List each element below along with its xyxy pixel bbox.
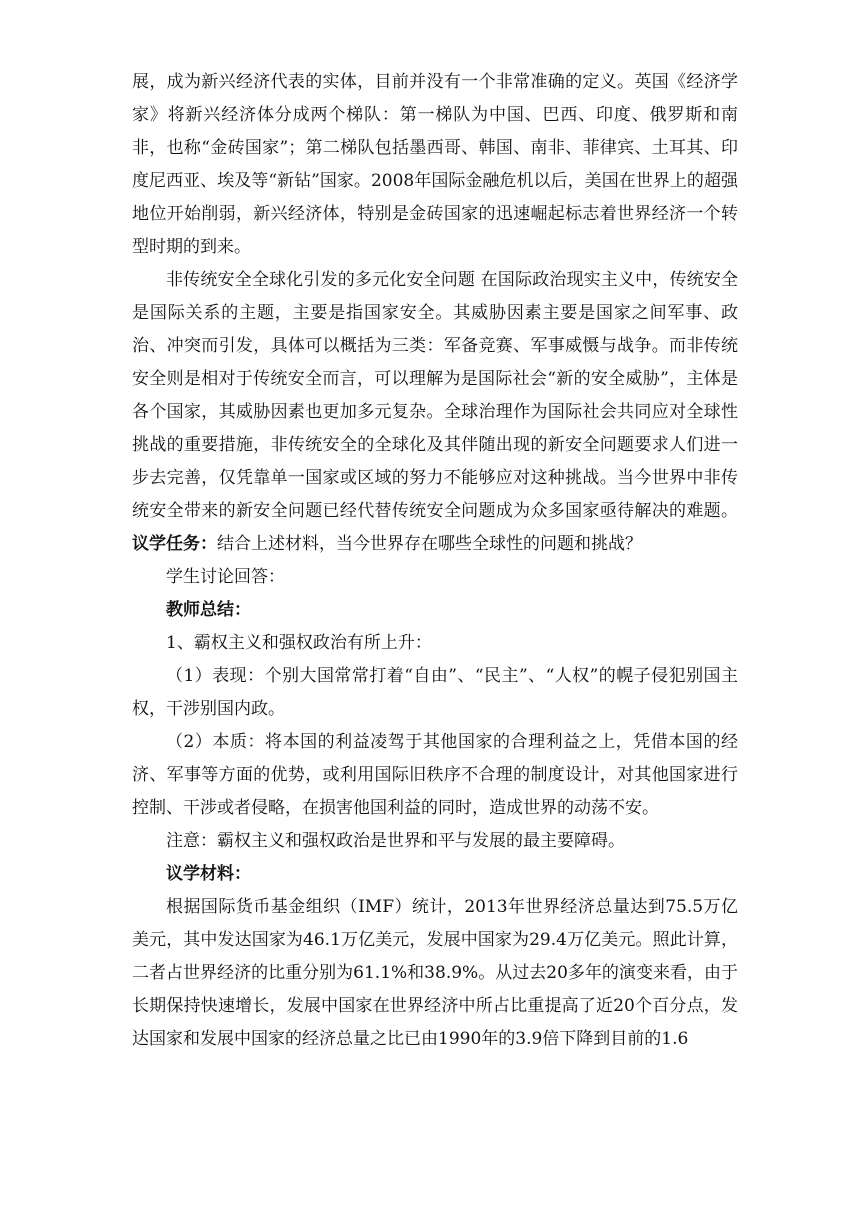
paragraph-imf-statistics: 根据国际货币基金组织（IMF）统计，2013年世界经济总量达到75.5万亿美元，其中发达国家为46.1万亿美元，发展中国家为29.4万亿美元。照此计算，二者占世界经济的比重分别为61.1%和38.9%。从过去20多年的演变来看，由于长期保持快速增长，发展中国家在世界经济中所占比重提高了近20个百分点，发达国家和发展中国家的经济总量之比已由1990年的3.9倍下降到目前的1.6 — [132, 897, 738, 1049]
task-text: 结合上述材料，当今世界存在哪些全球性的问题和挑战？ — [217, 534, 642, 554]
task-label: 议学任务： — [132, 534, 217, 554]
paragraph-emerging-economies: 展，成为新兴经济代表的实体，目前并没有一个非常准确的定义。英国《经济学家》将新兴经济体分成两个梯队：第一梯队为中国、巴西、印度、俄罗斯和南非，也称“金砖国家”；第二梯队包括墨西哥、韩国、南非、菲律宾、土耳其、印度尼西亚、埃及等“新钻”国家。2008年国际金融危机以后，美国在世界上的超强地位开始削弱，新兴经济体，特别是金砖国家的迅速崛起标志着世界经济一个转型时期的到来。 — [132, 72, 738, 257]
student-discussion: 学生讨论回答： — [166, 567, 285, 587]
security-text: 非传统安全全球化引发的多元化安全问题 在国际政治现实主义中，传统安全是国际关系的主题，主要是指国家安全。其威胁因素主要是国家之间军事、政治、冲突而引发，具体可以概括为三类：军备竞赛、军事威慑与战争。而非传统安全则是相对于传统安全而言，可以理解为是国际社会“新的安全威胁”，主体是各个国家，其威胁因素也更加多元复杂。全球治理作为国际社会共同应对全球性挑战的重要措施，非传统安全的全球化及其伴随出现的新安全问题要求人们进一步去完善，仅凭靠单一国家或区域的努力不能够应对这种挑战。当今世界中非传统安全带来的新安全问题已经代替传统安全问题成为众多国家亟待解决的难题。 — [132, 270, 738, 521]
point-essence: （2）本质：将本国的利益凌驾于其他国家的合理利益之上，凭借本国的经济、军事等方面的优势，或利用国际旧秩序不合理的制度设计，对其他国家进行控制、干涉或者侵略，在损害他国利益的同时，造成世界的动荡不安。 — [132, 732, 738, 818]
point-hegemonism: 1、霸权主义和强权政治有所上升： — [166, 633, 432, 653]
teacher-summary-heading: 教师总结： — [166, 600, 251, 620]
point-manifestation: （1）表现：个别大国常常打着“自由”、“民主”、“人权”的幌子侵犯别国主权，干涉别国内政。 — [132, 666, 738, 719]
paragraph-non-traditional-security — [132, 264, 738, 561]
study-material-heading: 议学材料： — [166, 864, 251, 884]
document-body — [132, 66, 738, 1056]
note-obstacle: 注意：霸权主义和强权政治是世界和平与发展的最主要障碍。 — [166, 831, 625, 851]
